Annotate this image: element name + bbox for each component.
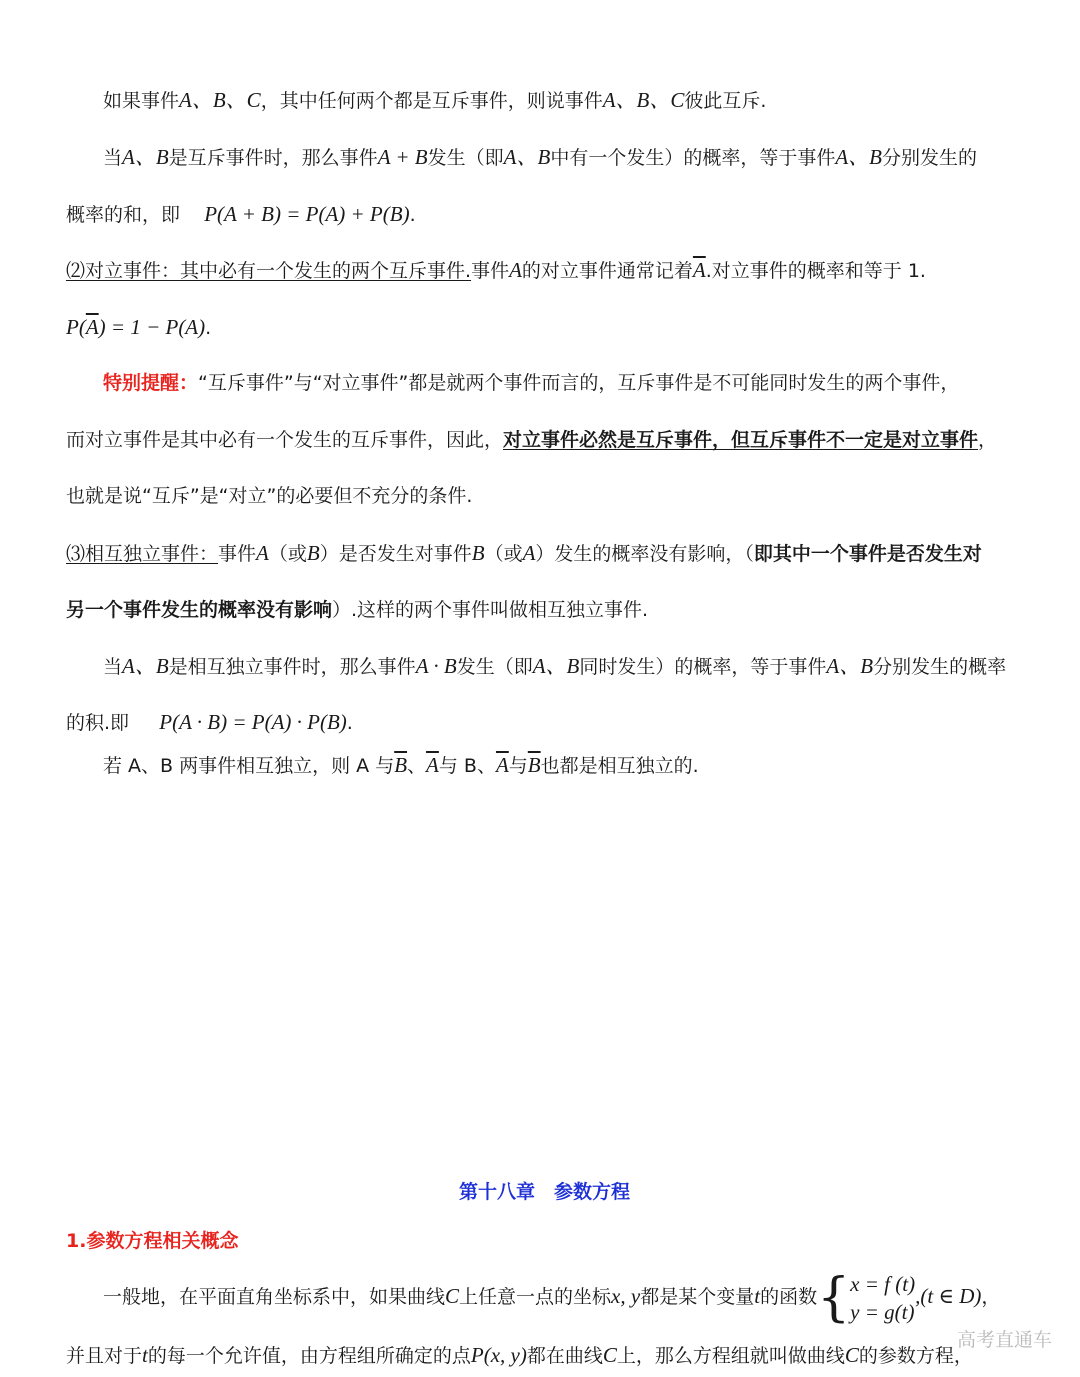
paragraph-mutually-exclusive-three: 如果事件A、B、C，其中任何两个都是互斥事件，则说事件A、B、C彼此互斥. <box>103 88 767 112</box>
paragraph-independent-event: ⑶相互独立事件：事件A（或B）是否发生对事件B（或A）发生的概率没有影响，（即其中一个事件是否发生对 <box>66 541 982 565</box>
paragraph-independence-corollary: 若 A、B 两事件相互独立，则 A 与$\overline{B}$、$\overline{A}$与 B、$\overline{A}$与$\overline{B}$也都是相互独立的. <box>103 753 699 777</box>
independent-event-title: 相互独立事件： <box>85 543 219 565</box>
special-reminder-line-2: 而对立事件是其中必有一个发生的互斥事件，因此，对立事件必然是互斥事件，但互斥事件不一定是对立事件， <box>66 429 998 451</box>
equation-system: x = f (t) y = g(t) <box>850 1271 916 1324</box>
addition-formula: P(A + B) = P(A) + P(B) <box>204 202 410 226</box>
chapter-title: 第十八章 参数方程 <box>459 1181 631 1203</box>
paragraph-parametric-definition-cont: 并且对于t的每一个允许值，由方程组所确定的点P(x, y)都在曲线C上，那么方程组就叫做曲线C的参数方程， <box>66 1343 973 1367</box>
paragraph-addition-rule: 当A、B是互斥事件时，那么事件A + B发生（即A、B中有一个发生）的概率，等于事件A、B分别发生的 <box>103 145 977 169</box>
equation-system-brace: { <box>817 1267 851 1328</box>
key-conclusion: 对立事件必然是互斥事件，但互斥事件不一定是对立事件 <box>503 429 979 451</box>
special-reminder-label: 特别提醒： <box>103 372 199 394</box>
paragraph-complementary-event: ⑵对立事件：其中必有一个发生的两个互斥事件.事件A的对立事件通常记着$\overline{A}$.对立事件的概率和等于 1. <box>66 258 926 282</box>
multiplication-formula-line: 的积.即 P(A · B) = P(A) · P(B). <box>66 710 353 734</box>
paragraph-independent-event-cont: 另一个事件发生的概率没有影响）.这样的两个事件叫做相互独立事件. <box>66 599 649 621</box>
multiplication-formula: P(A · B) = P(A) · P(B) <box>159 710 347 734</box>
addition-formula-line: 概率的和，即 P(A + B) = P(A) + P(B). <box>66 202 416 226</box>
paragraph-multiplication-rule: 当A、B是相互独立事件时，那么事件A · B发生（即A、B同时发生）的概率，等于事件A、B分别发生的概率 <box>103 654 1007 678</box>
section-title: 1.参数方程相关概念 <box>66 1230 239 1252</box>
special-reminder-line-1: 特别提醒：“互斥事件”与“对立事件”都是就两个事件而言的，互斥事件是不可能同时发生的两个事件， <box>103 372 960 394</box>
paragraph-parametric-definition: 一般地，在平面直角坐标系中，如果曲线C上任意一点的坐标x, y都是某个变量t的函数{ x = f (t) y = g(t) ,(t ∈ D)， <box>103 1267 1001 1328</box>
complementary-event-definition: 对立事件：其中必有一个发生的两个互斥事件. <box>85 260 472 282</box>
watermark: 高考直通车 <box>956 1329 1052 1351</box>
complement-formula: $P(\overline{A}) = 1 - P(A)$. <box>66 315 212 339</box>
special-reminder-line-3: 也就是说“互斥”是“对立”的必要但不充分的条件. <box>66 485 473 507</box>
